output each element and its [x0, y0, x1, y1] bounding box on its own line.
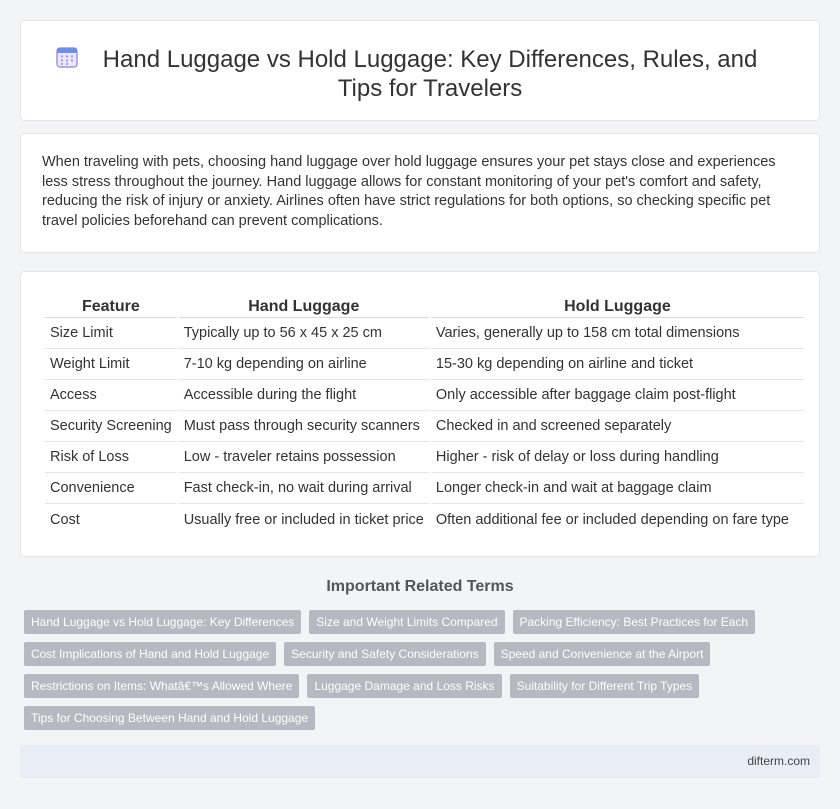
- table-cell: Longer check-in and wait at baggage claim: [431, 473, 804, 504]
- table-row: [45, 349, 804, 380]
- related-terms-list: [24, 610, 804, 730]
- table-cell: Usually free or included in ticket price: [183, 511, 424, 528]
- table-cell: Convenience: [45, 473, 177, 504]
- table-cell: Cost: [50, 511, 80, 528]
- table-cell: Accessible during the flight: [179, 380, 429, 411]
- table-row: [45, 411, 804, 442]
- related-term-link[interactable]: Luggage Damage and Loss Risks: [307, 674, 501, 698]
- comparison-table: [43, 296, 806, 535]
- table-cell: Varies, generally up to 158 cm total dimensions: [431, 318, 804, 349]
- table-cell: Risk of Loss: [45, 442, 177, 473]
- table-cell: Low - traveler retains possession: [179, 442, 429, 473]
- table-cell: Security Screening: [45, 411, 177, 442]
- table-cell: Higher - risk of delay or loss during handling: [431, 442, 804, 473]
- related-term-link[interactable]: Restrictions on Items: Whatâ€™s Allowed Where: [24, 674, 299, 698]
- table-cell: Size Limit: [45, 318, 177, 349]
- table-cell: 7-10 kg depending on airline: [179, 349, 429, 380]
- table-cell: Only accessible after baggage claim post-flight: [431, 380, 804, 411]
- related-term-link[interactable]: Suitability for Different Trip Types: [510, 674, 700, 698]
- related-term-link[interactable]: Tips for Choosing Between Hand and Hold Luggage: [24, 706, 315, 730]
- related-terms-heading: Important Related Terms: [326, 578, 514, 595]
- title-card: [20, 20, 820, 121]
- table-cell: Access: [45, 380, 177, 411]
- table-cell: Checked in and screened separately: [431, 411, 804, 442]
- page-title: Hand Luggage vs Hold Luggage: Key Differences, Rules, and Tips for Travelers: [102, 46, 758, 102]
- table-row: [45, 380, 804, 411]
- footer-bar: [20, 745, 820, 778]
- column-header-hand-luggage: Hand Luggage: [179, 296, 429, 318]
- comparison-table-card: [20, 271, 820, 557]
- table-row: [45, 442, 804, 473]
- table-row: [45, 473, 804, 504]
- table-row: [45, 318, 804, 349]
- related-term-link[interactable]: Speed and Convenience at the Airport: [494, 642, 711, 666]
- site-name[interactable]: difterm.com: [747, 754, 810, 768]
- related-term-link[interactable]: Cost Implications of Hand and Hold Luggage: [24, 642, 276, 666]
- intro-paragraph: When traveling with pets, choosing hand luggage over hold luggage ensures your pet stays close and experiences less stress throughout the journey. Hand luggage allows for constant monitoring of your pet's comfort and safety, reducing the risk of injury or anxiety. Airlines often have strict regulations for both options, so checking specific pet travel policies beforehand can prevent complications.: [42, 154, 776, 229]
- related-term-link[interactable]: Size and Weight Limits Compared: [309, 610, 504, 634]
- column-header-feature: Feature: [45, 296, 177, 318]
- table-cell: Must pass through security scanners: [179, 411, 429, 442]
- table-cell: Weight Limit: [45, 349, 177, 380]
- intro-card: [20, 133, 820, 253]
- table-cell: Often additional fee or included depending on fare type: [435, 511, 789, 528]
- related-term-link[interactable]: Packing Efficiency: Best Practices for Each: [513, 610, 756, 634]
- column-header-hold-luggage: Hold Luggage: [431, 296, 804, 318]
- related-term-link[interactable]: Security and Safety Considerations: [284, 642, 485, 666]
- table-row: [45, 504, 804, 535]
- table-cell: 15-30 kg depending on airline and ticket: [431, 349, 804, 380]
- table-cell: Fast check-in, no wait during arrival: [179, 473, 429, 504]
- table-header-row: [45, 296, 804, 318]
- table-cell: Typically up to 56 x 45 x 25 cm: [179, 318, 429, 349]
- related-term-link[interactable]: Hand Luggage vs Hold Luggage: Key Differences: [24, 610, 301, 634]
